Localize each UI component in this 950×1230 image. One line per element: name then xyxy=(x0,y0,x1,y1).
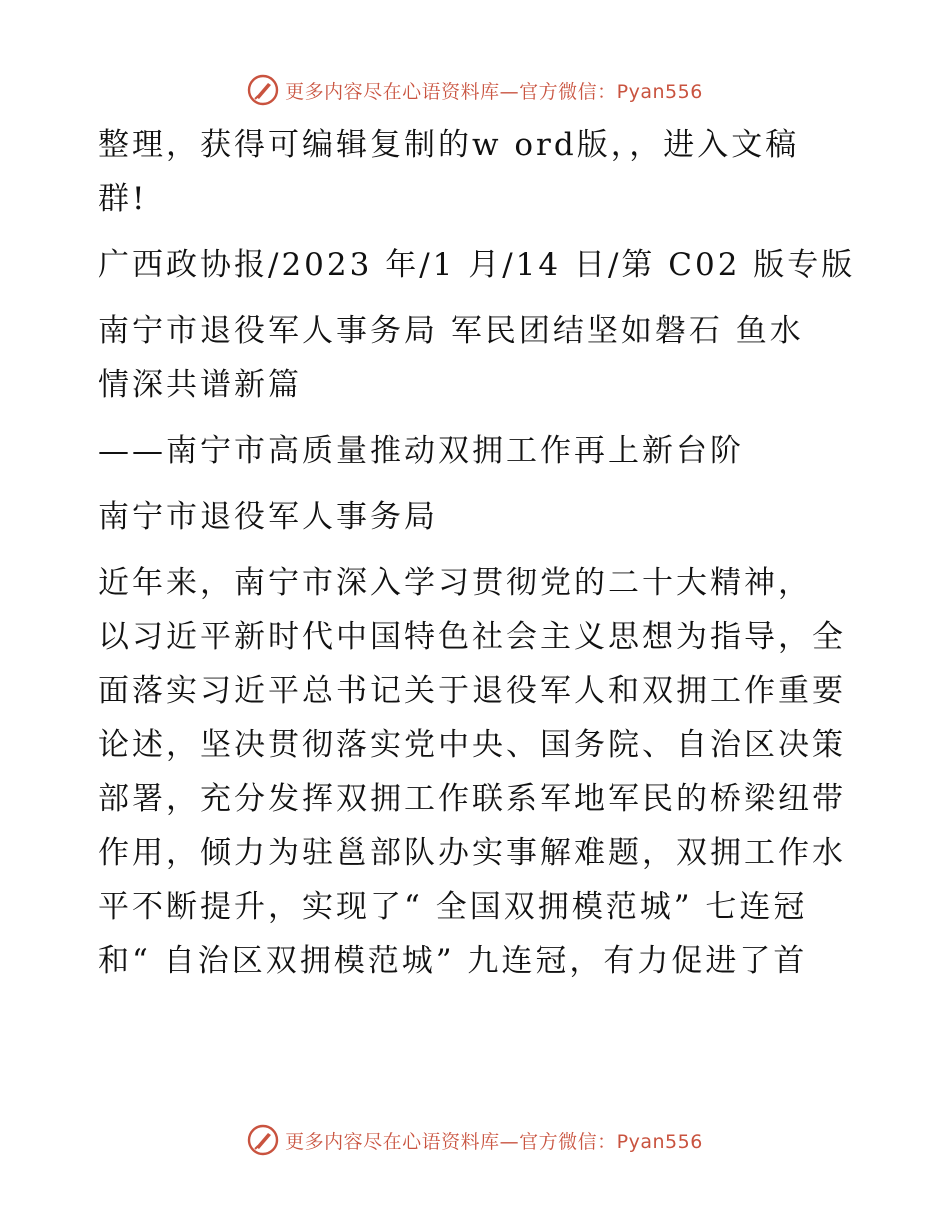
article-subtitle xyxy=(98,424,858,478)
body-line: 论述，坚决贯彻落实党中央、国务院、自治区决策 xyxy=(98,727,846,763)
quill-logo-icon xyxy=(247,1124,279,1156)
article-title xyxy=(98,304,858,412)
source-line: 广西政协报/2023 年/1 月/14 日/第 C02 版专版 xyxy=(98,247,856,283)
header-watermark xyxy=(0,72,950,108)
source-paragraph xyxy=(98,238,858,292)
body-line: 平不断提升，实现了“ 全国双拥模范城” 七连冠 xyxy=(98,889,808,925)
watermark-text: 更多内容尽在心语资料库—官方微信：Pyan556 xyxy=(285,1130,703,1153)
body-line: 近年来，南宁市深入学习贯彻党的二十大精神， xyxy=(98,565,812,601)
body-line: 部署，充分发挥双拥工作联系军地军民的桥梁纽带 xyxy=(98,781,846,817)
watermark-text: 更多内容尽在心语资料库—官方微信：Pyan556 xyxy=(285,80,703,103)
body-paragraph xyxy=(98,556,858,988)
body-line: 以习近平新时代中国特色社会主义思想为指导，全 xyxy=(98,619,846,655)
document-body xyxy=(98,118,858,988)
intro-paragraph xyxy=(98,118,858,226)
body-line: 作用，倾力为驻邕部队办实事解难题，双拥工作水 xyxy=(98,835,846,871)
intro-line: 整理，获得可编辑复制的w ord版，，进入文稿 xyxy=(98,127,800,163)
author-line: 南宁市退役军人事务局 xyxy=(98,499,438,535)
title-line: 南宁市退役军人事务局 军民团结坚如磐石 鱼水 xyxy=(98,313,804,349)
subtitle-line: ——南宁市高质量推动双拥工作再上新台阶 xyxy=(98,433,744,469)
intro-line: 群! xyxy=(98,181,148,217)
quill-logo-icon xyxy=(247,74,279,106)
article-author xyxy=(98,490,858,544)
body-line: 和“ 自治区双拥模范城” 九连冠，有力促进了首 xyxy=(98,943,808,979)
footer-watermark xyxy=(0,1122,950,1158)
body-line: 面落实习近平总书记关于退役军人和双拥工作重要 xyxy=(98,673,846,709)
title-line: 情深共谱新篇 xyxy=(98,367,302,403)
